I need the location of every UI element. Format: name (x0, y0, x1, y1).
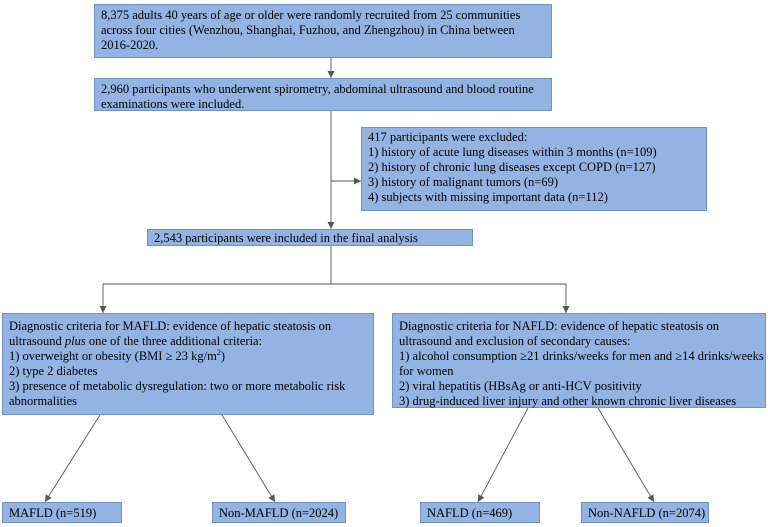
final-analysis-box: 2,543 participants were included in the final analysis (147, 229, 473, 246)
included-box: 2,960 participants who underwent spirometry, abdominal ultrasound and blood routine examinations were included. (94, 78, 552, 111)
non-mafld-outcome-box: Non-MAFLD (n=2024) (212, 502, 346, 523)
recruitment-box: 8,375 adults 40 years of age or older were randomly recruited from 25 communities across four cities (Wenzhou, Shanghai, Fuzhou, and Zhengzhou) in China between 2016-2020. (94, 4, 552, 58)
arrow-to-nafld (478, 408, 528, 502)
non-nafld-outcome-box: Non-NAFLD (n=2074) (581, 502, 709, 523)
arrow-to-mafld (45, 415, 100, 502)
nafld-outcome-box: NAFLD (n=469) (420, 502, 540, 523)
nafld-criteria-box: Diagnostic criteria for NAFLD: evidence of hepatic steatosis on ultrasound and exclusion of secondary causes: 1) alcohol consumption ≥21 drinks/weeks for men and ≥14 drinks/weeks for women 2) viral hepatitis (HBsAg or anti-HCV positivity 3) drug-induced liver injury and other known chronic liver diseases (392, 313, 766, 408)
mafld-criteria-box: Diagnostic criteria for MAFLD: evidence of hepatic steatosis on ultrasound plus one of the three additional criteria: 1) overweight or obesity (BMI ≥ 23 $kg/m^2$) 2) type 2 diabetes 3) presence of metabolic dysregulation: two or more metabolic risk abnormalities (2, 313, 374, 415)
excluded-box: 417 participants were excluded: 1) history of acute lung diseases within 3 months (n=109) 2) history of chronic lung diseases except COPD (n=127) 3) history of malignant tumors (n=69) 4) subjects with missing important data (n=112) (361, 127, 707, 211)
mafld-outcome-box: MAFLD (n=519) (2, 502, 122, 523)
arrow-to-non-mafld (222, 415, 275, 502)
arrow-to-non-nafld (598, 408, 654, 502)
